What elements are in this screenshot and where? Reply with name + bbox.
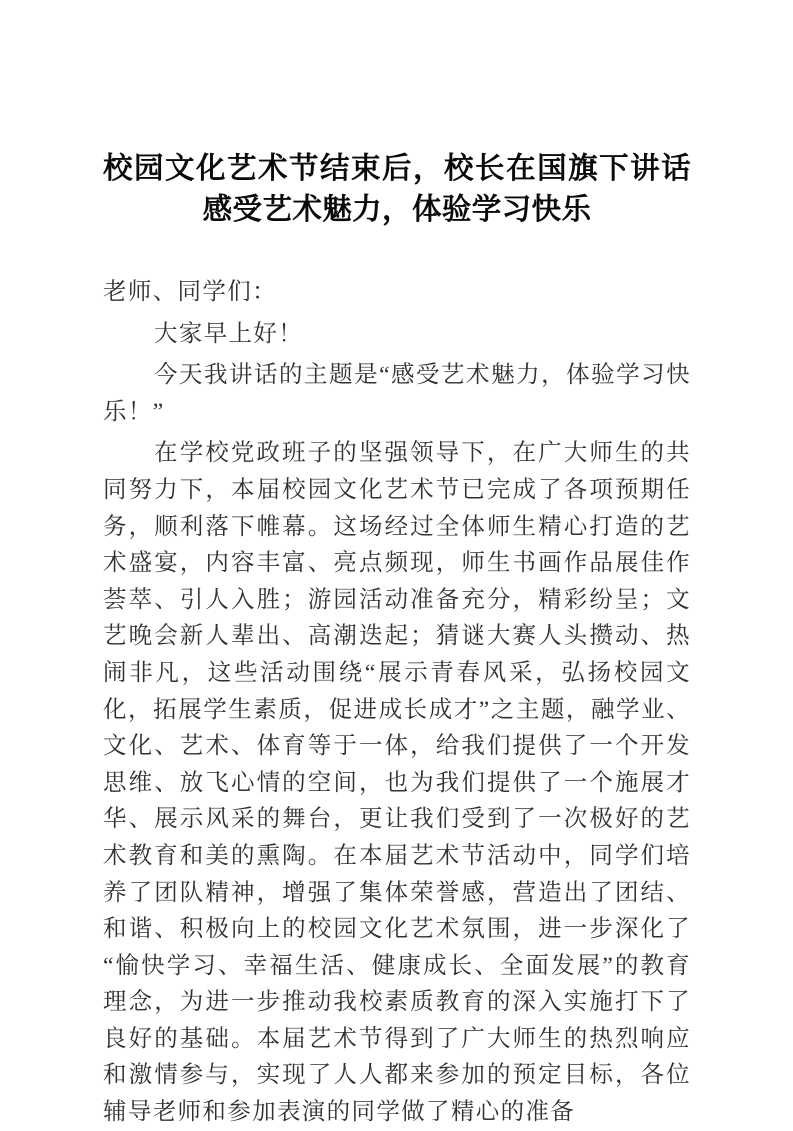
- page-title-line-2: 话感受艺术魅力，体验学习快乐: [202, 152, 691, 226]
- paragraph-topic: 今天我讲话的主题是“感受艺术魅力，体验学习快乐！”: [103, 362, 691, 425]
- paragraph-main-body: 在学校党政班子的坚强领导下，在广大师生的共同努力下，本届校园文化艺术节已完成了各项预期任务，顺利落下帷幕。这场经过全体师生精心打造的艺术盛宴，内容丰富、亮点频现，师生书画作品展佳作荟萃、引人入胜；游园活动准备充分，精彩纷呈；文艺晚会新人辈出、高潮迭起；猜谜大赛人头攒动、热闹非凡，这些活动围绕“展示青春风采，弘扬校园文化，拓展学生素质，促进成长成才”之主题，融学业、文化、艺术、体育等于一体，给我们提供了一个开发思维、放飞心情的空间，也为我们提供了一个施展才华、展示风采的舞台，更让我们受到了一次极好的艺术教育和美的熏陶。在本届艺术节活动中，同学们培养了团队精神，增强了集体荣誉感，营造出了团结、和谐、积极向上的校园文化艺术氛围，进一步深化了“愉快学习、幸福生活、健康成长、全面发展”的教育理念，为进一步推动我校素质教育的深入实施打下了良好的基础。本届艺术节得到了广大师生的热烈响应和激情参与，实现了人人都来参加的预定目标，各位辅导老师和参加表演的同学做了精心的准备: [103, 440, 691, 1126]
- document-content: [103, 148, 691, 1131]
- paragraph-salutation: 老师、同学们：: [103, 279, 277, 305]
- page-title-line-1: 校园文化艺术节结束后，校长在国旗下讲: [103, 152, 662, 185]
- paragraph-greeting: 大家早上好！: [154, 320, 304, 347]
- page-title: [103, 148, 691, 230]
- document-body: [103, 274, 691, 1131]
